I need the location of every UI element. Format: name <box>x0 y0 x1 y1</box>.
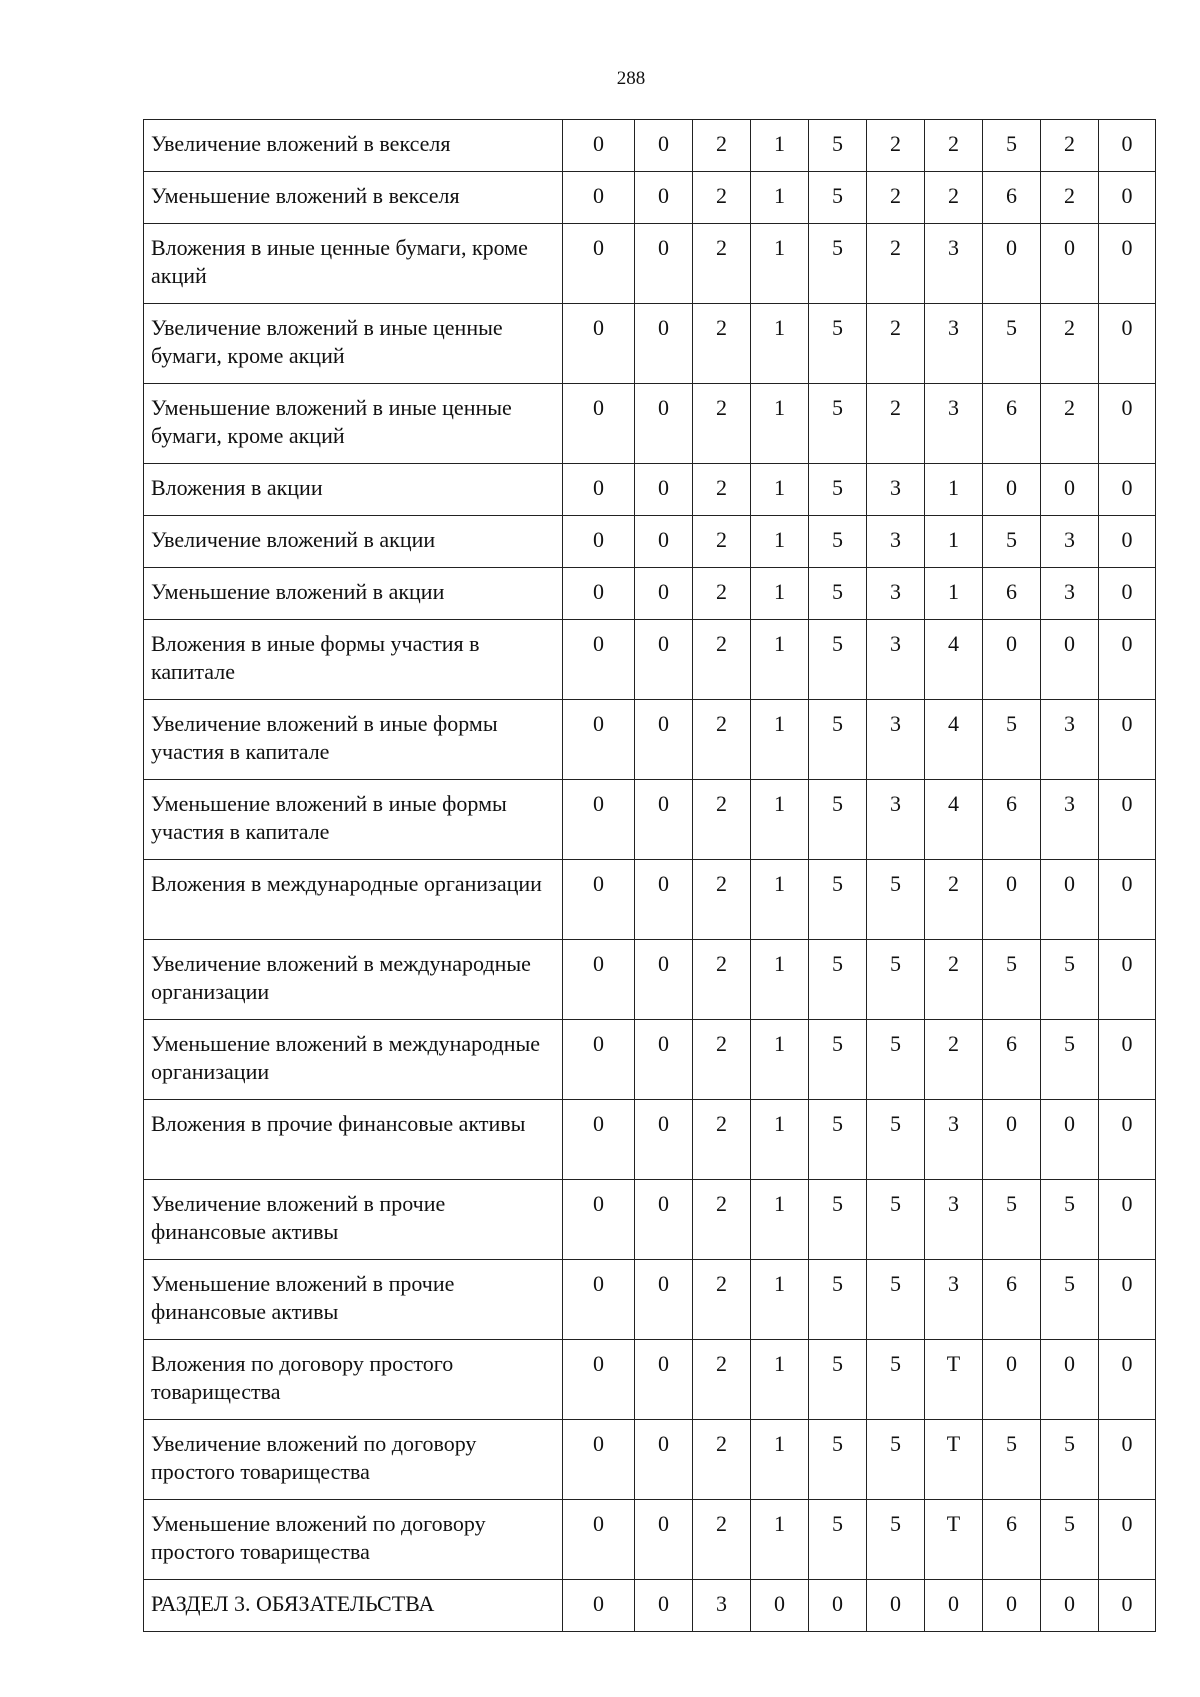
table-row <box>144 384 1156 464</box>
code-digit-cell: 0 <box>1099 620 1156 700</box>
code-digit-cell: 0 <box>563 464 635 516</box>
account-name-cell: Уменьшение вложений в иные формы участия в капитале <box>144 780 563 860</box>
table-row <box>144 780 1156 860</box>
code-digit-cell: 5 <box>983 1180 1041 1260</box>
code-digit-cell: 2 <box>693 780 751 860</box>
code-digit-cell: 3 <box>925 1180 983 1260</box>
code-digit-cell: 0 <box>1099 1020 1156 1100</box>
code-digit-cell: 0 <box>1099 1180 1156 1260</box>
table-row <box>144 1260 1156 1340</box>
code-digit-cell: 1 <box>751 620 809 700</box>
code-digit-cell: 0 <box>635 1500 693 1580</box>
code-digit-cell: 1 <box>751 304 809 384</box>
code-digit-cell: 5 <box>809 172 867 224</box>
code-digit-cell: 0 <box>563 1100 635 1180</box>
code-digit-cell: 4 <box>925 700 983 780</box>
table-row <box>144 1580 1156 1632</box>
code-digit-cell: 5 <box>1041 940 1099 1020</box>
code-digit-cell: 5 <box>809 224 867 304</box>
code-digit-cell: 2 <box>867 172 925 224</box>
table-row <box>144 304 1156 384</box>
code-digit-cell: 0 <box>983 1100 1041 1180</box>
code-digit-cell: 1 <box>751 1260 809 1340</box>
code-digit-cell: 2 <box>693 1420 751 1500</box>
code-digit-cell: 3 <box>925 384 983 464</box>
code-digit-cell: 1 <box>751 1420 809 1500</box>
code-digit-cell: 1 <box>751 516 809 568</box>
code-digit-cell: 2 <box>693 1100 751 1180</box>
code-digit-cell: 2 <box>693 620 751 700</box>
code-digit-cell: 5 <box>1041 1180 1099 1260</box>
code-digit-cell: Т <box>925 1500 983 1580</box>
code-digit-cell: 3 <box>867 464 925 516</box>
code-digit-cell: 0 <box>563 700 635 780</box>
code-digit-cell: 0 <box>809 1580 867 1632</box>
code-digit-cell: 5 <box>809 1340 867 1420</box>
table-row <box>144 1100 1156 1180</box>
code-digit-cell: 3 <box>1041 700 1099 780</box>
code-digit-cell: 2 <box>925 940 983 1020</box>
account-name-cell: РАЗДЕЛ 3. ОБЯЗАТЕЛЬСТВА <box>144 1580 563 1632</box>
code-digit-cell: 2 <box>1041 304 1099 384</box>
code-digit-cell: 3 <box>1041 568 1099 620</box>
code-digit-cell: 0 <box>563 304 635 384</box>
code-digit-cell: 0 <box>983 1340 1041 1420</box>
table-row <box>144 1420 1156 1500</box>
code-digit-cell: 0 <box>983 620 1041 700</box>
table-row <box>144 120 1156 172</box>
code-digit-cell: 5 <box>809 1100 867 1180</box>
code-digit-cell: 0 <box>563 1420 635 1500</box>
code-digit-cell: 6 <box>983 172 1041 224</box>
code-digit-cell: 3 <box>867 700 925 780</box>
code-digit-cell: 2 <box>867 304 925 384</box>
code-digit-cell: 2 <box>693 1260 751 1340</box>
code-digit-cell: 2 <box>1041 384 1099 464</box>
code-digit-cell: 1 <box>751 1500 809 1580</box>
code-digit-cell: 6 <box>983 568 1041 620</box>
account-name-cell: Вложения в иные ценные бумаги, кроме акций <box>144 224 563 304</box>
code-digit-cell: 5 <box>1041 1020 1099 1100</box>
code-digit-cell: 0 <box>635 224 693 304</box>
code-digit-cell: 0 <box>635 700 693 780</box>
table-row <box>144 172 1156 224</box>
code-digit-cell: 0 <box>563 1500 635 1580</box>
code-digit-cell: 0 <box>563 120 635 172</box>
code-digit-cell: 4 <box>925 620 983 700</box>
code-digit-cell: 0 <box>563 1180 635 1260</box>
code-digit-cell: 5 <box>867 1180 925 1260</box>
code-digit-cell: 3 <box>867 620 925 700</box>
code-digit-cell: 5 <box>983 120 1041 172</box>
code-digit-cell: 0 <box>563 780 635 860</box>
code-digit-cell: 1 <box>751 1340 809 1420</box>
code-digit-cell: 3 <box>1041 780 1099 860</box>
code-digit-cell: 5 <box>809 516 867 568</box>
code-digit-cell: 5 <box>983 940 1041 1020</box>
code-digit-cell: 0 <box>1099 860 1156 940</box>
code-digit-cell: 0 <box>635 120 693 172</box>
code-digit-cell: 0 <box>635 304 693 384</box>
code-digit-cell: 0 <box>635 620 693 700</box>
code-digit-cell: 6 <box>983 384 1041 464</box>
table-row <box>144 1180 1156 1260</box>
code-digit-cell: 1 <box>751 464 809 516</box>
code-digit-cell: 5 <box>809 1420 867 1500</box>
code-digit-cell: 3 <box>925 224 983 304</box>
table-row <box>144 860 1156 940</box>
account-name-cell: Увеличение вложений в международные организации <box>144 940 563 1020</box>
code-digit-cell: 2 <box>693 700 751 780</box>
code-digit-cell: 0 <box>1099 1340 1156 1420</box>
code-digit-cell: 1 <box>751 120 809 172</box>
code-digit-cell: 0 <box>563 384 635 464</box>
code-digit-cell: 0 <box>563 1020 635 1100</box>
code-digit-cell: 5 <box>867 1340 925 1420</box>
table-row <box>144 1340 1156 1420</box>
code-digit-cell: 2 <box>925 1020 983 1100</box>
account-name-cell: Увеличение вложений по договору простого товарищества <box>144 1420 563 1500</box>
code-digit-cell: 0 <box>635 780 693 860</box>
code-digit-cell: 5 <box>867 1100 925 1180</box>
code-digit-cell: 4 <box>925 780 983 860</box>
table-row <box>144 1020 1156 1100</box>
table-row <box>144 1500 1156 1580</box>
account-name-cell: Увеличение вложений в акции <box>144 516 563 568</box>
code-digit-cell: 6 <box>983 1260 1041 1340</box>
code-digit-cell: 6 <box>983 1020 1041 1100</box>
code-digit-cell: 5 <box>809 1020 867 1100</box>
code-digit-cell: 2 <box>867 224 925 304</box>
account-name-cell: Уменьшение вложений в прочие финансовые активы <box>144 1260 563 1340</box>
table-row <box>144 568 1156 620</box>
code-digit-cell: 0 <box>563 1580 635 1632</box>
code-digit-cell: 6 <box>983 1500 1041 1580</box>
code-digit-cell: 5 <box>809 304 867 384</box>
code-digit-cell: 2 <box>693 1500 751 1580</box>
code-digit-cell: 5 <box>809 620 867 700</box>
code-digit-cell: 2 <box>925 860 983 940</box>
code-digit-cell: 5 <box>809 568 867 620</box>
code-digit-cell: 0 <box>1099 940 1156 1020</box>
code-digit-cell: 2 <box>693 1020 751 1100</box>
code-digit-cell: 2 <box>693 1340 751 1420</box>
code-digit-cell: 0 <box>867 1580 925 1632</box>
code-digit-cell: 0 <box>635 860 693 940</box>
code-digit-cell: 0 <box>1099 1420 1156 1500</box>
code-digit-cell: 5 <box>1041 1420 1099 1500</box>
code-digit-cell: 0 <box>563 224 635 304</box>
code-digit-cell: 5 <box>809 1260 867 1340</box>
code-digit-cell: 0 <box>563 1260 635 1340</box>
code-digit-cell: 2 <box>693 940 751 1020</box>
code-digit-cell: 1 <box>751 700 809 780</box>
code-digit-cell: 0 <box>1099 224 1156 304</box>
code-digit-cell: 0 <box>1041 1100 1099 1180</box>
account-name-cell: Уменьшение вложений в международные организации <box>144 1020 563 1100</box>
code-digit-cell: 0 <box>1099 1580 1156 1632</box>
code-digit-cell: 1 <box>751 384 809 464</box>
code-digit-cell: 0 <box>1099 700 1156 780</box>
code-digit-cell: 0 <box>1099 1100 1156 1180</box>
code-digit-cell: 0 <box>1099 120 1156 172</box>
code-digit-cell: 1 <box>751 940 809 1020</box>
account-name-cell: Вложения в международные организации <box>144 860 563 940</box>
code-digit-cell: 2 <box>1041 120 1099 172</box>
code-digit-cell: 0 <box>1041 860 1099 940</box>
code-digit-cell: 5 <box>867 860 925 940</box>
code-digit-cell: 5 <box>1041 1260 1099 1340</box>
code-digit-cell: 1 <box>925 464 983 516</box>
code-digit-cell: 0 <box>983 224 1041 304</box>
code-digit-cell: 0 <box>635 464 693 516</box>
code-digit-cell: 3 <box>925 1100 983 1180</box>
code-digit-cell: Т <box>925 1420 983 1500</box>
account-name-cell: Вложения по договору простого товарищества <box>144 1340 563 1420</box>
code-digit-cell: 0 <box>563 860 635 940</box>
code-digit-cell: 3 <box>693 1580 751 1632</box>
code-digit-cell: 5 <box>809 860 867 940</box>
table-row <box>144 224 1156 304</box>
code-digit-cell: 2 <box>867 120 925 172</box>
table-row <box>144 940 1156 1020</box>
code-digit-cell: 2 <box>867 384 925 464</box>
code-digit-cell: 5 <box>809 1500 867 1580</box>
code-digit-cell: 6 <box>983 780 1041 860</box>
code-digit-cell: 0 <box>751 1580 809 1632</box>
table-row <box>144 516 1156 568</box>
code-digit-cell: 0 <box>635 1020 693 1100</box>
code-digit-cell: 0 <box>1041 1340 1099 1420</box>
code-digit-cell: 5 <box>867 1420 925 1500</box>
table-row <box>144 620 1156 700</box>
code-digit-cell: 1 <box>751 780 809 860</box>
code-digit-cell: 2 <box>925 172 983 224</box>
code-digit-cell: 2 <box>693 172 751 224</box>
code-digit-cell: 5 <box>867 1260 925 1340</box>
code-digit-cell: 3 <box>867 780 925 860</box>
code-digit-cell: 5 <box>809 700 867 780</box>
code-digit-cell: 5 <box>983 1420 1041 1500</box>
account-name-cell: Уменьшение вложений в иные ценные бумаги, кроме акций <box>144 384 563 464</box>
code-digit-cell: 0 <box>563 568 635 620</box>
code-digit-cell: 2 <box>693 464 751 516</box>
code-digit-cell: 0 <box>1041 620 1099 700</box>
code-digit-cell: 3 <box>867 568 925 620</box>
account-name-cell: Уменьшение вложений в векселя <box>144 172 563 224</box>
account-codes-table <box>143 119 1156 1632</box>
code-digit-cell: 5 <box>809 120 867 172</box>
account-name-cell: Уменьшение вложений в акции <box>144 568 563 620</box>
code-digit-cell: 0 <box>983 1580 1041 1632</box>
code-digit-cell: 0 <box>635 1580 693 1632</box>
code-digit-cell: Т <box>925 1340 983 1420</box>
code-digit-cell: 2 <box>693 384 751 464</box>
page-number: 288 <box>616 68 646 89</box>
account-name-cell: Увеличение вложений в иные ценные бумаги, кроме акций <box>144 304 563 384</box>
code-digit-cell: 0 <box>563 620 635 700</box>
code-digit-cell: 1 <box>751 172 809 224</box>
code-digit-cell: 0 <box>563 172 635 224</box>
code-digit-cell: 0 <box>1099 1260 1156 1340</box>
code-digit-cell: 1 <box>751 1100 809 1180</box>
code-digit-cell: 3 <box>1041 516 1099 568</box>
code-digit-cell: 1 <box>751 224 809 304</box>
code-digit-cell: 0 <box>1041 1580 1099 1632</box>
code-digit-cell: 0 <box>563 1340 635 1420</box>
code-digit-cell: 2 <box>693 516 751 568</box>
code-digit-cell: 3 <box>925 1260 983 1340</box>
code-digit-cell: 5 <box>983 700 1041 780</box>
code-digit-cell: 5 <box>867 940 925 1020</box>
code-digit-cell: 0 <box>1099 384 1156 464</box>
code-digit-cell: 0 <box>635 568 693 620</box>
code-digit-cell: 0 <box>635 1180 693 1260</box>
code-digit-cell: 5 <box>1041 1500 1099 1580</box>
code-digit-cell: 0 <box>983 464 1041 516</box>
table-row <box>144 464 1156 516</box>
code-digit-cell: 1 <box>925 568 983 620</box>
code-digit-cell: 2 <box>693 304 751 384</box>
account-name-cell: Вложения в иные формы участия в капитале <box>144 620 563 700</box>
code-digit-cell: 0 <box>563 516 635 568</box>
code-digit-cell: 0 <box>983 860 1041 940</box>
code-digit-cell: 2 <box>693 568 751 620</box>
code-digit-cell: 1 <box>925 516 983 568</box>
code-digit-cell: 1 <box>751 1020 809 1100</box>
code-digit-cell: 5 <box>809 464 867 516</box>
code-digit-cell: 0 <box>635 516 693 568</box>
code-digit-cell: 0 <box>1099 304 1156 384</box>
code-digit-cell: 0 <box>635 1100 693 1180</box>
code-digit-cell: 0 <box>635 940 693 1020</box>
code-digit-cell: 0 <box>635 1260 693 1340</box>
code-digit-cell: 0 <box>635 384 693 464</box>
code-digit-cell: 1 <box>751 1180 809 1260</box>
code-digit-cell: 0 <box>1099 780 1156 860</box>
code-digit-cell: 0 <box>563 940 635 1020</box>
code-digit-cell: 1 <box>751 860 809 940</box>
code-digit-cell: 0 <box>635 1420 693 1500</box>
code-digit-cell: 2 <box>693 860 751 940</box>
table-row <box>144 700 1156 780</box>
code-digit-cell: 0 <box>1099 516 1156 568</box>
code-digit-cell: 5 <box>983 516 1041 568</box>
code-digit-cell: 0 <box>1099 1500 1156 1580</box>
code-digit-cell: 0 <box>1099 464 1156 516</box>
code-digit-cell: 5 <box>983 304 1041 384</box>
code-digit-cell: 0 <box>925 1580 983 1632</box>
code-digit-cell: 5 <box>809 940 867 1020</box>
account-name-cell: Увеличение вложений в прочие финансовые активы <box>144 1180 563 1260</box>
code-digit-cell: 1 <box>751 568 809 620</box>
code-digit-cell: 5 <box>809 1180 867 1260</box>
code-digit-cell: 0 <box>635 172 693 224</box>
code-digit-cell: 2 <box>693 1180 751 1260</box>
code-digit-cell: 5 <box>867 1500 925 1580</box>
code-digit-cell: 0 <box>1041 464 1099 516</box>
account-name-cell: Увеличение вложений в векселя <box>144 120 563 172</box>
code-digit-cell: 5 <box>809 384 867 464</box>
account-name-cell: Уменьшение вложений по договору простого товарищества <box>144 1500 563 1580</box>
code-digit-cell: 2 <box>693 120 751 172</box>
account-name-cell: Вложения в акции <box>144 464 563 516</box>
code-digit-cell: 2 <box>693 224 751 304</box>
code-digit-cell: 2 <box>925 120 983 172</box>
account-name-cell: Увеличение вложений в иные формы участия в капитале <box>144 700 563 780</box>
code-digit-cell: 2 <box>1041 172 1099 224</box>
code-digit-cell: 0 <box>1041 224 1099 304</box>
code-digit-cell: 3 <box>867 516 925 568</box>
code-digit-cell: 0 <box>1099 568 1156 620</box>
code-digit-cell: 3 <box>925 304 983 384</box>
code-digit-cell: 5 <box>867 1020 925 1100</box>
code-digit-cell: 5 <box>809 780 867 860</box>
account-name-cell: Вложения в прочие финансовые активы <box>144 1100 563 1180</box>
code-digit-cell: 0 <box>1099 172 1156 224</box>
code-digit-cell: 0 <box>635 1340 693 1420</box>
